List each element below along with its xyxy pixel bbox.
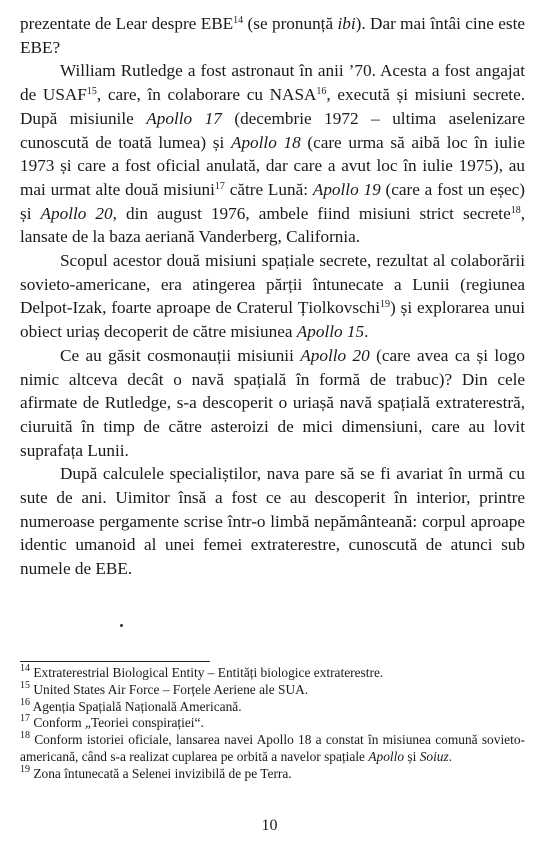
page-content bbox=[20, 12, 525, 581]
italic-text: Soiuz bbox=[419, 748, 449, 764]
text-run: , execută și misiuni secrete. După misiunile bbox=[20, 85, 525, 128]
paragraph-p4 bbox=[20, 344, 525, 463]
text-run: (care a fost un eșec) și bbox=[20, 179, 525, 223]
text-run: Ce au găsit cosmonauții misiunii bbox=[60, 345, 301, 365]
text-run: ). Dar mai întâi cine este EBE? bbox=[20, 14, 525, 57]
paragraph-p1 bbox=[20, 12, 525, 59]
text-run: După calculele specialiștilor, nava pare să se fi avariat în urmă cu sute de ani. Uimitor însă a fost ce au descoperit în interior, printre numeroase pergamente scrise într-o limbă nepământeană: corpul aproape identic umanoid al unei femei extraterestre, cunoscută de atunci sub numele de EBE. bbox=[20, 464, 525, 579]
footnote-text: Agenția Spațială Națională Americană. bbox=[30, 698, 242, 714]
italic-text: Apollo 19 bbox=[312, 179, 381, 199]
body-text bbox=[20, 12, 525, 581]
footnote-ref: 17 bbox=[214, 180, 225, 192]
text-run: către Lună: bbox=[224, 179, 313, 199]
italic-text: Apollo 20 bbox=[300, 345, 370, 365]
footnote-14 bbox=[20, 665, 525, 682]
text-run: (se pronunță bbox=[243, 14, 338, 33]
footnote-text: Conform „Teoriei conspirației“. bbox=[30, 715, 204, 731]
paragraph-p5 bbox=[20, 462, 525, 581]
text-run: și bbox=[404, 748, 420, 764]
footnote-18 bbox=[20, 732, 525, 766]
italic-text: Apollo 17 bbox=[146, 108, 222, 128]
italic-text: Apollo 15 bbox=[296, 322, 365, 342]
text-run: , care, în colaborare cu NASA bbox=[96, 85, 317, 105]
speck bbox=[120, 624, 123, 627]
footnote-number: 19 bbox=[20, 763, 30, 775]
footnote-number: 16 bbox=[20, 696, 30, 708]
italic-text: Apollo 20 bbox=[40, 203, 113, 223]
footnote-ref: 18 bbox=[510, 204, 521, 216]
footnote-17 bbox=[20, 715, 525, 732]
footnote-separator bbox=[20, 661, 210, 662]
footnote-number: 17 bbox=[20, 713, 30, 725]
footnote-19 bbox=[20, 763, 525, 783]
footnote-number: 18 bbox=[20, 730, 30, 742]
footnote-ref: 19 bbox=[380, 299, 391, 311]
footnote-text: United States Air Force – Forțele Aeriene ale SUA. bbox=[30, 681, 309, 697]
paragraph-p3 bbox=[20, 249, 525, 344]
footnote-number: 14 bbox=[20, 663, 30, 674]
text-run: prezentate de Lear despre EBE bbox=[20, 14, 234, 33]
text-run: , lansate de la baza aeriană Vanderberg, California. bbox=[20, 203, 525, 247]
text-run: William Rutledge a fost astronaut în anii ’70. Acesta a fost angajat de USAF bbox=[20, 61, 525, 105]
text-run: Scopul acestor două misiuni spațiale secrete, rezultat al colaborării sovieto-americane, era atingerea părții întunecate a Lunii (regiunea Delpot-Izak, foarte aproape de Craterul Țiolkovschi bbox=[20, 251, 525, 318]
footnote-number: 15 bbox=[20, 679, 30, 691]
footnote-text: Conform istoriei oficiale, lansarea navei Apollo 18 a constat în misiunea comună sovieto-americană, când s-a realizat cuplarea pe orbită a navelor spațiale bbox=[20, 732, 525, 764]
text-run: (care urma să aibă loc în iulie 1973 și care a fost oficial anulată, dar care a avut loc în iulie 1975), au mai urmat alte două misiuni bbox=[20, 132, 525, 199]
italic-text: ibi bbox=[337, 14, 356, 33]
footnote-ref: 16 bbox=[316, 86, 327, 98]
text-run: (care avea ca și logo nimic altceva decât o navă spațială în formă de trabuc)? Din cele afirmate de Rutledge, s-a descoperit o uriașă navă spațială extraterestră, ciuruită în timp de către asteroizi de mici dimensiuni, care au lovit suprafața Lunii. bbox=[20, 345, 525, 460]
text-run: ) și explorarea unui obiect uriaș decoperit de către misiunea bbox=[20, 298, 525, 342]
text-run: . bbox=[364, 322, 369, 342]
italic-text: Apollo bbox=[368, 748, 405, 764]
footnote-text: Extraterestrial Biological Entity – Entități biologice extraterestre. bbox=[30, 665, 384, 680]
text-run: (decembrie 1972 – ultima aselenizare cunoscută de toată lumea) și bbox=[20, 108, 525, 152]
footnote-15 bbox=[20, 679, 525, 699]
footnote-text: Zona întunecată a Selenei invizibilă de pe Terra. bbox=[30, 765, 292, 781]
footnotes bbox=[20, 665, 525, 783]
italic-text: Apollo 18 bbox=[230, 132, 301, 152]
text-run: . bbox=[448, 748, 453, 764]
footnote-ref: 15 bbox=[86, 86, 97, 98]
text-run: , din august 1976, ambele fiind misiuni strict secrete bbox=[112, 203, 511, 223]
footnote-ref: 14 bbox=[233, 15, 244, 26]
page-number: 10 bbox=[261, 817, 278, 834]
footnote-16 bbox=[20, 696, 525, 716]
paragraph-p2 bbox=[20, 59, 525, 249]
